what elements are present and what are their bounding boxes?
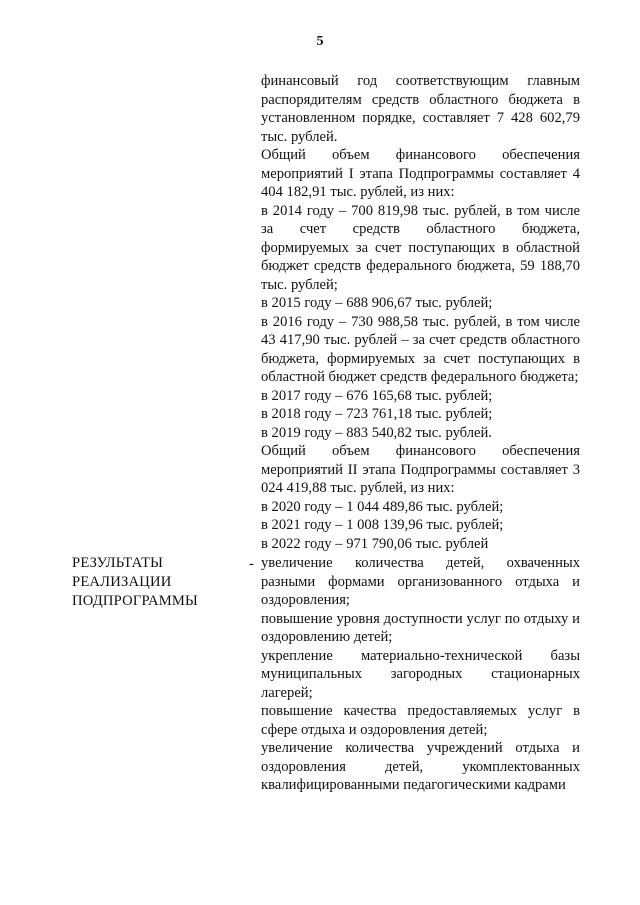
financing-paragraph: в 2014 году – 700 819,98 тыс. рублей, в том числе за счет средств областного бюджета, формируемых за счет поступающих в областной бюджет средств федерального бюджета, 59 188,70 тыс. рублей;: [261, 202, 580, 293]
results-item: повышение качества предоставляемых услуг в сфере отдыха и оздоровления детей;: [261, 703, 580, 738]
financing-paragraph: в 2020 году – 1 044 489,86 тыс. рублей;: [261, 498, 504, 515]
financing-paragraph: в 2015 году – 688 906,67 тыс. рублей;: [261, 295, 493, 311]
financing-paragraph: финансовый год соответствующим главным распорядителям средств областного бюджета в установленном порядке, составляет 7 428 602,79 тыс. рублей.: [261, 73, 580, 145]
financing-paragraph: в 2021 году – 1 008 139,96 тыс. рублей;: [261, 517, 504, 533]
results-label-line: РЕЗУЛЬТАТЫ: [72, 555, 164, 571]
financing-paragraph: Общий объем финансового обеспечения мероприятий II этапа Подпрограммы составляет 3 024 419,88 тыс. рублей, из них:: [261, 443, 580, 496]
results-label-line: ПОДПРОГРАММЫ: [72, 593, 198, 609]
results-label: [72, 554, 242, 611]
financing-paragraph: Общий объем финансового обеспечения мероприятий I этапа Подпрограммы составляет 4 404 182,91 тыс. рублей, из них:: [261, 147, 580, 200]
results-item: увеличение количества детей, охваченных разными формами организованного отдыха и оздоровления;: [261, 555, 580, 608]
results-list: [261, 554, 580, 795]
results-label-line: РЕАЛИЗАЦИИ: [72, 574, 172, 590]
financing-paragraph: в 2016 году – 730 988,58 тыс. рублей, в том числе 43 417,90 тыс. рублей – за счет средств областного бюджета, формируемых за счет поступающих в областной бюджет средств федерального бюджета;: [261, 313, 580, 385]
financing-paragraph: в 2019 году – 883 540,82 тыс. рублей.: [261, 424, 492, 441]
results-item: увеличение количества учреждений отдыха и оздоровления детей, укомплектованных квалифицированными педагогическими кадрами: [261, 740, 580, 793]
results-item: повышение уровня доступности услуг по отдыху и оздоровлению детей;: [261, 610, 580, 645]
results-dash: -: [249, 556, 254, 572]
financing-paragraph: в 2022 году – 971 790,06 тыс. рублей: [261, 535, 489, 552]
results-item: укрепление материально-технической базы муниципальных загородных стационарных лагерей;: [261, 647, 580, 701]
financing-paragraph: в 2018 году – 723 761,18 тыс. рублей;: [261, 406, 493, 422]
financing-section: [261, 72, 580, 553]
financing-paragraph: в 2017 году – 676 165,68 тыс. рублей;: [261, 387, 493, 404]
page-number: 5: [316, 34, 324, 49]
